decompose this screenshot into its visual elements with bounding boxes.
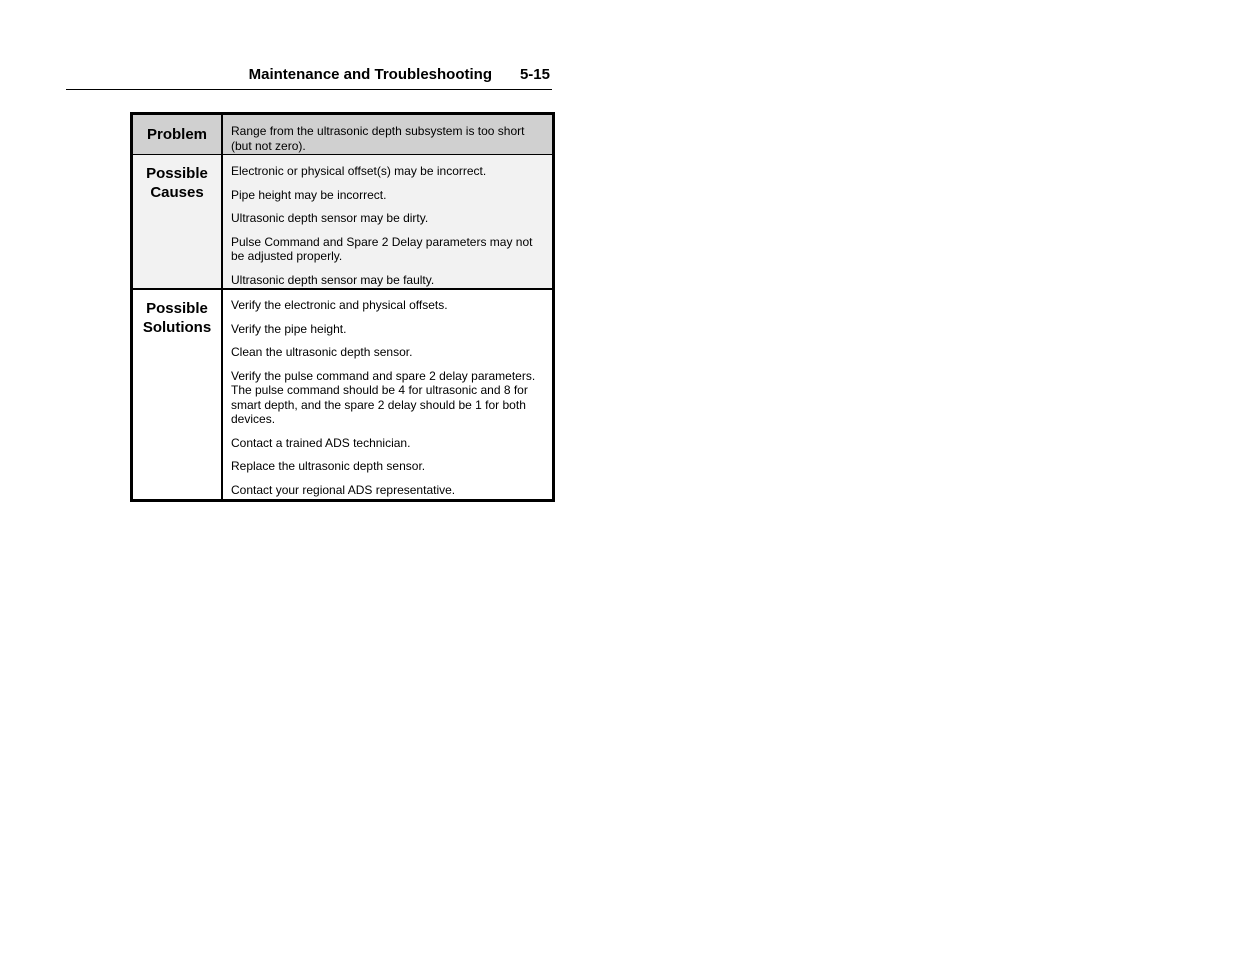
solution-item: Clean the ultrasonic depth sensor.	[231, 345, 413, 359]
cause-item: Ultrasonic depth sensor may be faulty.	[231, 272, 435, 287]
possible-solutions-row	[133, 290, 552, 499]
problem-description	[225, 115, 552, 154]
solution-item: Verify the pipe height.	[231, 321, 347, 336]
page-number: 5-15	[519, 66, 550, 83]
troubleshooting-table	[130, 112, 555, 502]
solution-item: Contact a trained ADS technician.	[231, 435, 411, 450]
problem-label: Problem	[133, 115, 223, 154]
problem-text: Range from the ultrasonic depth subsystem is too short (but not zero).	[231, 124, 525, 153]
problem-row	[133, 115, 552, 155]
cause-item: Pulse Command and Spare 2 Delay parameters may not be adjusted properly.	[231, 234, 533, 263]
causes-label-line1: Possible	[146, 165, 208, 182]
possible-solutions-label	[133, 290, 223, 499]
solution-item: Verify the pulse command and spare 2 delay parameters. The pulse command should be 4 for ultrasonic and 8 for smart depth, and the spare 2 delay should be 1 for both devices.	[231, 368, 536, 426]
cause-item: Electronic or physical offset(s) may be incorrect.	[231, 164, 487, 178]
solutions-label-line2: Solutions	[142, 319, 212, 336]
causes-label-line2: Causes	[150, 184, 204, 201]
solutions-label-line1: Possible	[146, 300, 208, 317]
possible-causes-label	[133, 155, 223, 288]
solution-item: Verify the electronic and physical offsets.	[231, 298, 448, 312]
section-title: Maintenance and Troubleshooting	[248, 66, 492, 83]
possible-solutions-list	[225, 290, 552, 499]
solution-item: Contact your regional ADS representative.	[231, 482, 456, 497]
possible-causes-list	[225, 155, 552, 288]
cause-item: Pipe height may be incorrect.	[231, 187, 387, 202]
possible-causes-row	[133, 155, 552, 290]
cause-item: Ultrasonic depth sensor may be dirty.	[231, 211, 429, 225]
page-header	[66, 64, 552, 90]
solution-item: Replace the ultrasonic depth sensor.	[231, 459, 426, 473]
